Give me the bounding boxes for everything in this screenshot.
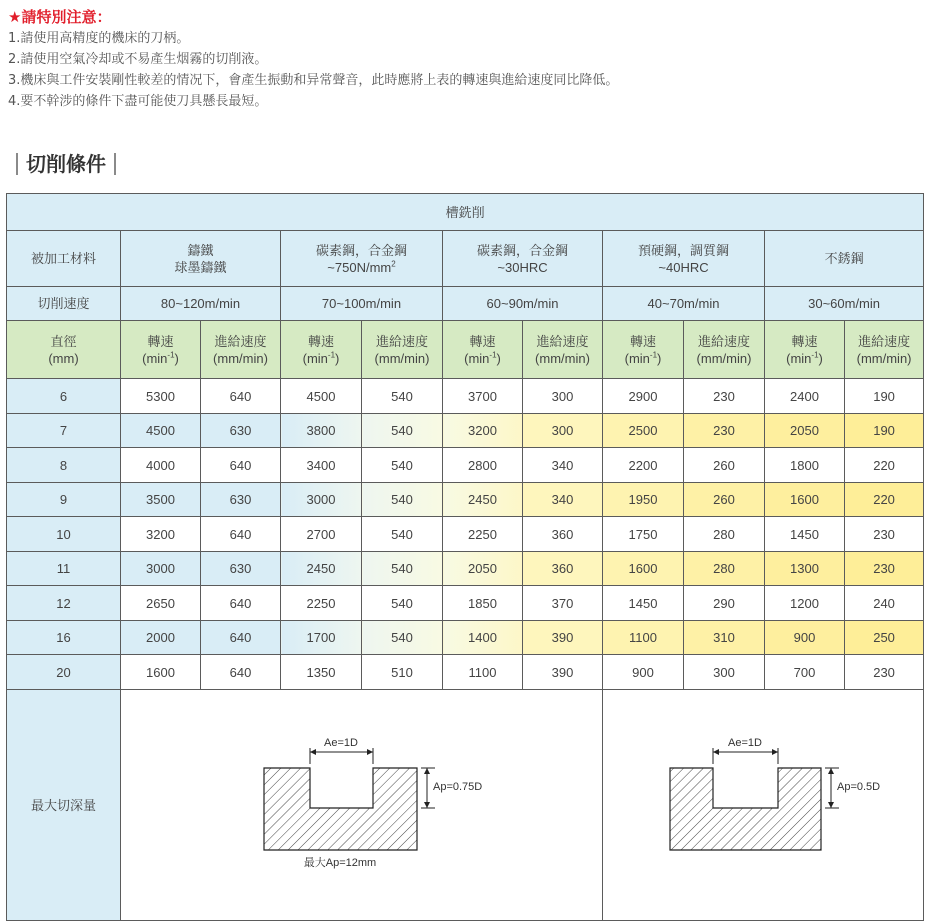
section-title: 切削條件 <box>26 152 106 176</box>
feed-header: 進給速度 (mm/min) <box>523 321 603 379</box>
table-cell: 540 <box>362 483 443 517</box>
table-cell: 280 <box>684 552 765 586</box>
diameter-cell: 20 <box>7 655 121 690</box>
table-cell: 240 <box>845 586 924 621</box>
ae-label-2: Ae=1D <box>728 737 762 749</box>
max-depth-label: 最大切深量 <box>7 690 121 921</box>
table-cell: 540 <box>362 517 443 552</box>
table-cell: 2050 <box>765 414 845 448</box>
table-cell: 630 <box>201 552 281 586</box>
table-cell: 2900 <box>603 379 684 414</box>
cutting-speed-1: 80~120m/min <box>121 287 281 321</box>
table-cell: 1100 <box>443 655 523 690</box>
diameter-header: 直徑 (mm) <box>7 321 121 379</box>
table-cell: 280 <box>684 517 765 552</box>
table-cell: 640 <box>201 448 281 483</box>
table-cell: 3500 <box>121 483 201 517</box>
ap-label-2: Ap=0.5D <box>837 781 881 793</box>
table-cell: 250 <box>845 621 924 655</box>
table-cell: 2800 <box>443 448 523 483</box>
table-cell: 540 <box>362 621 443 655</box>
table-cell: 340 <box>523 483 603 517</box>
table-cell: 390 <box>523 655 603 690</box>
diameter-cell: 8 <box>7 448 121 483</box>
table-cell: 190 <box>845 414 924 448</box>
workpiece-shape <box>264 768 417 850</box>
material-carbon-steel-hrc: 碳素鋼，合金鋼 ~30HRC <box>443 231 603 287</box>
section-heading <box>16 151 116 177</box>
table-cell: 3000 <box>121 552 201 586</box>
table-row <box>7 621 924 655</box>
cutting-speed-4: 40~70m/min <box>603 287 765 321</box>
table-cell: 900 <box>765 621 845 655</box>
table-cell: 540 <box>362 448 443 483</box>
notice-item-4: 4.要不幹涉的條件下盡可能使刀具懸長最短。 <box>8 94 268 109</box>
table-cell: 540 <box>362 552 443 586</box>
diameter-cell: 6 <box>7 379 121 414</box>
table-cell: 4500 <box>281 379 362 414</box>
table-cell: 640 <box>201 621 281 655</box>
table-cell: 630 <box>201 414 281 448</box>
table-cell: 3200 <box>443 414 523 448</box>
diameter-cell: 12 <box>7 586 121 621</box>
table-cell: 2450 <box>281 552 362 586</box>
table-cell: 2050 <box>443 552 523 586</box>
table-cell: 230 <box>684 414 765 448</box>
notice-item-2: 2.請使用空氣冷却或不易產生烟霧的切削液。 <box>8 52 268 67</box>
rpm-header: 轉速 $(\min^{-1})$ <box>281 321 362 379</box>
table-cell: 640 <box>201 517 281 552</box>
table-cell: 370 <box>523 586 603 621</box>
table-cell: 4000 <box>121 448 201 483</box>
table-cell: 360 <box>523 552 603 586</box>
table-cell: 2400 <box>765 379 845 414</box>
cutting-speed-label: 切削速度 <box>7 287 121 321</box>
cutting-speed-3: 60~90m/min <box>443 287 603 321</box>
material-prehardened-steel: 預硬鋼，調質鋼 ~40HRC <box>603 231 765 287</box>
table-cell: 1600 <box>765 483 845 517</box>
table-row <box>7 517 924 552</box>
table-cell: 2250 <box>443 517 523 552</box>
table-cell: 2200 <box>603 448 684 483</box>
diameter-cell: 10 <box>7 517 121 552</box>
rpm-header: 轉速 $(\min^{-1})$ <box>603 321 684 379</box>
table-cell: 630 <box>201 483 281 517</box>
table-cell: 3200 <box>121 517 201 552</box>
table-cell: 1300 <box>765 552 845 586</box>
table-cell: 3000 <box>281 483 362 517</box>
table-row <box>7 552 924 586</box>
table-row <box>7 483 924 517</box>
diameter-cell: 16 <box>7 621 121 655</box>
table-cell: 2500 <box>603 414 684 448</box>
table-cell: 300 <box>684 655 765 690</box>
workpiece-shape <box>670 768 821 850</box>
table-row <box>7 379 924 414</box>
table-cell: 230 <box>684 379 765 414</box>
rpm-header: 轉速 $(\min^{-1})$ <box>443 321 523 379</box>
table-cell: 190 <box>845 379 924 414</box>
feed-header: 進給速度 (mm/min) <box>684 321 765 379</box>
table-cell: 1700 <box>281 621 362 655</box>
table-row <box>7 448 924 483</box>
table-cell: 640 <box>201 655 281 690</box>
notice-item-1: 1.請使用高精度的機床的刀柄。 <box>8 31 190 46</box>
material-label: 被加工材料 <box>7 231 121 287</box>
table-cell: 230 <box>845 517 924 552</box>
table-cell: 300 <box>523 414 603 448</box>
table-cell: 3800 <box>281 414 362 448</box>
table-cell: 540 <box>362 414 443 448</box>
table-cell: 230 <box>845 552 924 586</box>
notice-block <box>8 6 618 112</box>
table-row <box>7 414 924 448</box>
table-cell: 900 <box>603 655 684 690</box>
table-cell: 260 <box>684 483 765 517</box>
max-ap-label: 最大Ap=12mm <box>303 857 377 869</box>
table-cell: 2700 <box>281 517 362 552</box>
table-cell: 1350 <box>281 655 362 690</box>
table-cell: 2250 <box>281 586 362 621</box>
material-stainless-steel: 不銹鋼 <box>765 231 924 287</box>
ae-label-1: Ae=1D <box>324 737 358 749</box>
slot-diagram-2 <box>603 690 924 916</box>
star-icon: ★ <box>8 8 22 26</box>
table-cell: 3400 <box>281 448 362 483</box>
heading-left-bar <box>16 153 18 175</box>
table-cell: 1750 <box>603 517 684 552</box>
table-cell: 510 <box>362 655 443 690</box>
diameter-cell: 11 <box>7 552 121 586</box>
table-cell: 640 <box>201 379 281 414</box>
feed-header: 進給速度 (mm/min) <box>201 321 281 379</box>
feed-header: 進給速度 (mm/min) <box>845 321 924 379</box>
table-cell: 310 <box>684 621 765 655</box>
table-row <box>7 655 924 690</box>
table-cell: 300 <box>523 379 603 414</box>
slot-diagram-1 <box>121 690 603 916</box>
table-cell: 540 <box>362 586 443 621</box>
cutting-conditions-table <box>6 193 924 921</box>
diagram-cell-1 <box>121 690 603 921</box>
table-cell: 700 <box>765 655 845 690</box>
material-carbon-steel-n: 碳素鋼，合金鋼 $\sim 750N/mm^2$ <box>281 231 443 287</box>
feed-header: 進給速度 (mm/min) <box>362 321 443 379</box>
table-cell: 220 <box>845 483 924 517</box>
rpm-header: 轉速 $(\min^{-1})$ <box>121 321 201 379</box>
ap-label-1: Ap=0.75D <box>433 781 483 793</box>
table-cell: 4500 <box>121 414 201 448</box>
table-cell: 1800 <box>765 448 845 483</box>
rpm-header: 轉速 $(\min^{-1})$ <box>765 321 845 379</box>
table-row <box>7 586 924 621</box>
notice-item-3: 3.機床與工件安裝剛性較差的情况下，會產生振動和异常聲音，此時應將上表的轉速與進給速度同比降低。 <box>8 73 619 88</box>
diagram-cell-2 <box>603 690 924 921</box>
table-cell: 1200 <box>765 586 845 621</box>
table-cell: 260 <box>684 448 765 483</box>
table-cell: 340 <box>523 448 603 483</box>
table-cell: 1850 <box>443 586 523 621</box>
table-cell: 2450 <box>443 483 523 517</box>
table-header-slot-milling: 槽銑削 <box>7 194 924 231</box>
table-cell: 1600 <box>603 552 684 586</box>
diameter-cell: 9 <box>7 483 121 517</box>
table-cell: 5300 <box>121 379 201 414</box>
diameter-cell: 7 <box>7 414 121 448</box>
table-cell: 1100 <box>603 621 684 655</box>
table-cell: 1950 <box>603 483 684 517</box>
table-cell: 640 <box>201 586 281 621</box>
heading-right-bar <box>114 153 116 175</box>
table-cell: 230 <box>845 655 924 690</box>
notice-title <box>8 6 618 28</box>
table-cell: 1450 <box>603 586 684 621</box>
cutting-speed-2: 70~100m/min <box>281 287 443 321</box>
table-cell: 2650 <box>121 586 201 621</box>
notice-title-text: 請特別注意： <box>21 8 112 26</box>
table-cell: 390 <box>523 621 603 655</box>
table-cell: 1600 <box>121 655 201 690</box>
table-cell: 3700 <box>443 379 523 414</box>
table-cell: 220 <box>845 448 924 483</box>
table-cell: 540 <box>362 379 443 414</box>
table-cell: 1400 <box>443 621 523 655</box>
table-cell: 290 <box>684 586 765 621</box>
cutting-speed-5: 30~60m/min <box>765 287 924 321</box>
table-cell: 2000 <box>121 621 201 655</box>
table-cell: 1450 <box>765 517 845 552</box>
material-cast-iron: 鑄鐵 球墨鑄鐵 <box>121 231 281 287</box>
table-cell: 360 <box>523 517 603 552</box>
